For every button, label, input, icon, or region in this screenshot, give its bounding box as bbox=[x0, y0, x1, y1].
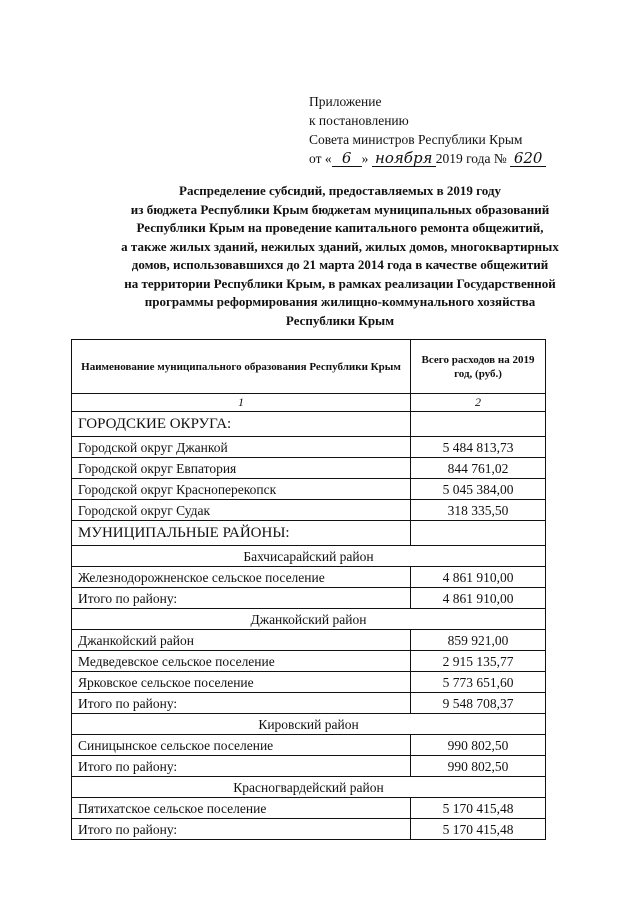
expense-amount bbox=[411, 412, 546, 437]
title-line: программы реформирования жилищно-коммунального хозяйства bbox=[144, 294, 536, 309]
municipality-name: МУНИЦИПАЛЬНЫЕ РАЙОНЫ: bbox=[72, 521, 411, 546]
district-name: Кировский район bbox=[72, 714, 546, 735]
district-header-row bbox=[72, 609, 546, 630]
title-line: домов, использовавшихся до 21 марта 2014 года в качестве общежитий bbox=[131, 257, 549, 272]
municipality-name: Пятихатское сельское поселение bbox=[72, 798, 411, 819]
expense-amount: 844 761,02 bbox=[411, 458, 546, 479]
header-municipality: Наименование муниципального образования Республики Крым bbox=[72, 340, 411, 394]
table-row bbox=[72, 437, 546, 458]
title-line: на территории Республики Крым, в рамках реализации Государственной bbox=[124, 275, 556, 291]
subsidy-table bbox=[71, 339, 546, 840]
municipality-name: Джанкойский район bbox=[72, 630, 411, 651]
expense-amount bbox=[411, 521, 546, 546]
table-row bbox=[72, 798, 546, 819]
expense-amount: 990 802,50 bbox=[411, 735, 546, 756]
municipality-name: ГОРОДСКИЕ ОКРУГА: bbox=[72, 412, 411, 437]
expense-amount: 4 861 910,00 bbox=[411, 567, 546, 588]
date-prefix: от « bbox=[309, 151, 332, 166]
title-line: а также жилых зданий, нежилых зданий, жилых домов, многоквартирных bbox=[121, 238, 559, 254]
table-row bbox=[72, 458, 546, 479]
district-name: Бахчисарайский район bbox=[72, 546, 546, 567]
title-line: из бюджета Республики Крым бюджетам муниципальных образований bbox=[130, 201, 550, 217]
table-row bbox=[72, 693, 546, 714]
municipality-name: Синицынское сельское поселение bbox=[72, 735, 411, 756]
table-row bbox=[72, 500, 546, 521]
municipality-name: Городской округ Красноперекопск bbox=[72, 479, 411, 500]
table-row bbox=[72, 756, 546, 777]
municipality-name: Итого по району: bbox=[72, 693, 411, 714]
municipality-name: Итого по району: bbox=[72, 819, 411, 840]
table-row bbox=[72, 567, 546, 588]
district-name: Джанкойский район bbox=[72, 609, 546, 630]
expense-amount: 2 915 135,77 bbox=[411, 651, 546, 672]
appendix-issuer: Совета министров Республики Крым bbox=[309, 132, 523, 147]
municipality-name: Городской округ Джанкой bbox=[72, 437, 411, 458]
table-header-row bbox=[72, 340, 546, 394]
section-header-row bbox=[72, 521, 546, 546]
appendix-resolution-label: к постановлению bbox=[309, 113, 409, 128]
table-row bbox=[72, 651, 546, 672]
section-header-row bbox=[72, 412, 546, 437]
expense-amount: 990 802,50 bbox=[411, 756, 546, 777]
column-number-2: 2 bbox=[411, 394, 546, 412]
municipality-name: Медведевское сельское поселение bbox=[72, 651, 411, 672]
column-number-1: 1 bbox=[72, 394, 411, 412]
expense-amount: 5 170 415,48 bbox=[411, 798, 546, 819]
municipality-name: Итого по району: bbox=[72, 756, 411, 777]
title-line: Распределение субсидий, предоставляемых в 2019 году bbox=[179, 183, 501, 198]
table-row bbox=[72, 819, 546, 840]
district-name: Красногвардейский район bbox=[72, 777, 546, 798]
header-total-expenses: Всего расходов на 2019 год, (руб.) bbox=[411, 340, 546, 394]
expense-amount: 859 921,00 bbox=[411, 630, 546, 651]
appendix-date-line bbox=[309, 149, 546, 168]
appendix-label: Приложение bbox=[309, 94, 382, 109]
municipality-name: Железнодорожненское сельское поселение bbox=[72, 567, 411, 588]
column-number-row bbox=[72, 394, 546, 412]
appendix-block bbox=[309, 92, 546, 168]
title-line: Республики Крым bbox=[285, 312, 395, 328]
table-row bbox=[72, 630, 546, 651]
expense-amount: 5 170 415,48 bbox=[411, 819, 546, 840]
municipality-name: Городской округ Евпатория bbox=[72, 458, 411, 479]
expense-amount: 4 861 910,00 bbox=[411, 588, 546, 609]
date-month: ноября bbox=[372, 151, 436, 167]
municipality-name: Городской округ Судак bbox=[72, 500, 411, 521]
table-row bbox=[72, 588, 546, 609]
document-number: 620 bbox=[510, 151, 546, 167]
district-header-row bbox=[72, 714, 546, 735]
municipality-name: Итого по району: bbox=[72, 588, 411, 609]
title-line: Республики Крым на проведение капитального ремонта общежитий, bbox=[136, 220, 544, 235]
table-row bbox=[72, 672, 546, 693]
document-title bbox=[60, 182, 620, 330]
expense-amount: 5 045 384,00 bbox=[411, 479, 546, 500]
table-row bbox=[72, 479, 546, 500]
expense-amount: 5 484 813,73 bbox=[411, 437, 546, 458]
municipality-name: Ярковское сельское поселение bbox=[72, 672, 411, 693]
date-day: 6 bbox=[332, 151, 362, 167]
district-header-row bbox=[72, 546, 546, 567]
date-year: 2019 года № bbox=[435, 151, 507, 166]
district-header-row bbox=[72, 777, 546, 798]
table-row bbox=[72, 735, 546, 756]
expense-amount: 9 548 708,37 bbox=[411, 693, 546, 714]
date-mid: » bbox=[361, 151, 369, 166]
expense-amount: 318 335,50 bbox=[411, 500, 546, 521]
expense-amount: 5 773 651,60 bbox=[411, 672, 546, 693]
